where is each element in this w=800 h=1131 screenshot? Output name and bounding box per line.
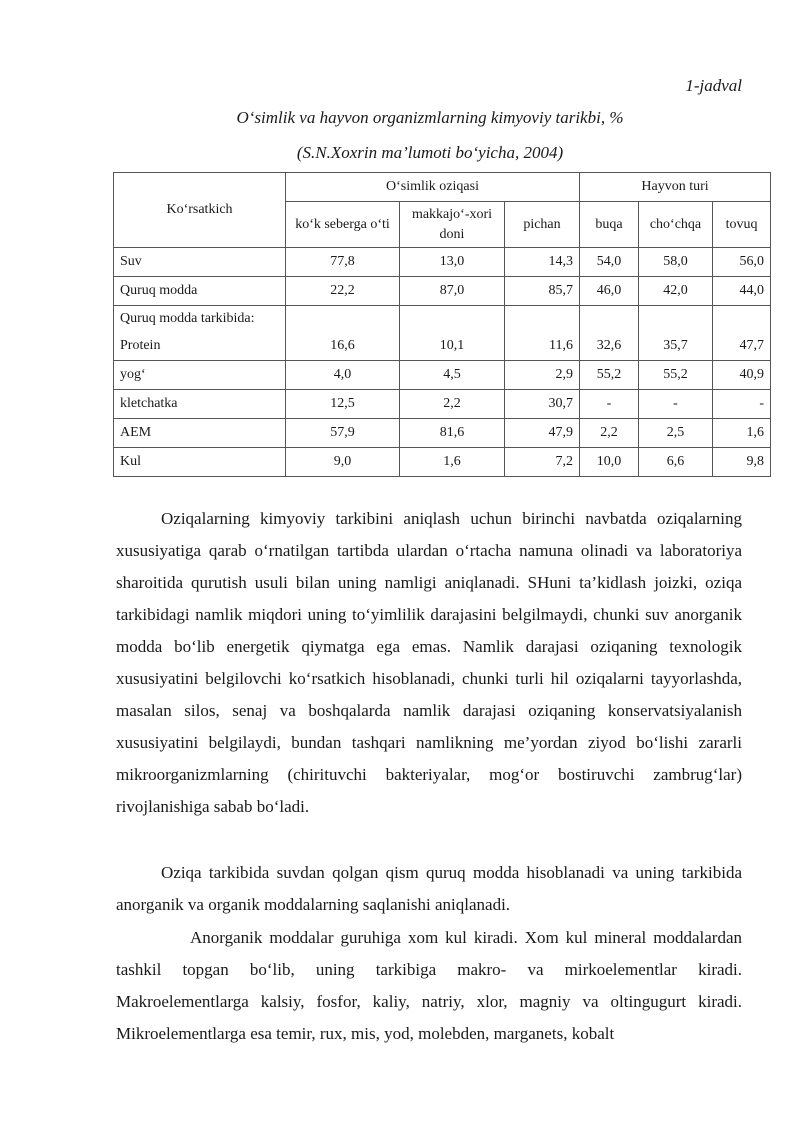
cell: 57,9 <box>286 419 400 448</box>
cell: - <box>639 390 713 419</box>
cell: 12,5 <box>286 390 400 419</box>
cell: 47,7 <box>713 306 771 361</box>
header-col: buqa <box>580 202 639 248</box>
cell: 32,6 <box>580 306 639 361</box>
cell: 54,0 <box>580 248 639 277</box>
cell: 7,2 <box>505 448 580 477</box>
cell: 9,8 <box>713 448 771 477</box>
paragraph-text: Oziqalarning kimyoviy tarkibini aniqlash uchun birinchi navbatda oziqalarning xususiyatiga qarab o‘rnatilgan tartibda ulardan o‘rtacha namuna olinadi va laboratoriya sharoitida qurutish usuli bilan uning namligi aniqlanadi. SHuni ta’kidlash joizki, oziqa tarkibidagi namlik miqdori uning to‘yimlilik darajasini belgilmaydi, chunki suv anorganik modda bo‘lib energetik qiymatga ega emas. Namlik darajasi oziqaning texnologik xususiyatini belgilovchi ko‘rsatkich hisoblanadi, chunki turli hil oziqalarni tayyorlashda, masalan silos, senaj va boshqalarda namlik darajasi oziqaning konservatsiyalanish xususiyatini belgilaydi, bundan tashqari namlikning me’yordan ziyod bo‘lishi zararli mikroorganizmlarning (chirituvchi bakteriyalar, mog‘or bostiruvchi zambrug‘lar) rivojlanishiga sabab bo‘ladi. <box>116 509 742 816</box>
cell: 1,6 <box>713 419 771 448</box>
paragraph-1 <box>116 503 742 823</box>
cell: 4,0 <box>286 361 400 390</box>
header-plant-group: O‘simlik oziqasi <box>286 173 580 202</box>
cell: 87,0 <box>400 277 505 306</box>
row-label: Kul <box>114 448 286 477</box>
table-row <box>114 419 771 448</box>
header-col: ko‘k seberga o‘ti <box>286 202 400 248</box>
header-col: makkajo‘-xori doni <box>400 202 505 248</box>
cell: 10,1 <box>400 306 505 361</box>
cell: 58,0 <box>639 248 713 277</box>
cell: 30,7 <box>505 390 580 419</box>
table-row <box>114 448 771 477</box>
cell: 10,0 <box>580 448 639 477</box>
paragraph-3 <box>116 922 742 1050</box>
table-row <box>114 277 771 306</box>
paragraph-text: Anorganik moddalar guruhiga xom kul kiradi. Xom kul mineral moddalardan tashkil topgan bo‘lib, uning tarkibiga makro- va mirkoelementlar kiradi. Makroelementlarga kalsiy, fosfor, kaliy, natriy, xlor, magniy va oltingugurt kiradi. Mikroelementlarga esa temir, rux, mis, yod, molebden, marganets, kobalt <box>116 928 742 1043</box>
cell: 9,0 <box>286 448 400 477</box>
cell: 55,2 <box>639 361 713 390</box>
cell: 2,2 <box>400 390 505 419</box>
paragraph-2 <box>116 857 742 921</box>
cell: 2,5 <box>639 419 713 448</box>
cell: 4,5 <box>400 361 505 390</box>
table-source: (S.N.Xoxrin ma’lumoti bo‘yicha, 2004) <box>296 143 564 162</box>
cell: 2,9 <box>505 361 580 390</box>
cell: 77,8 <box>286 248 400 277</box>
cell: 81,6 <box>400 419 505 448</box>
cell: 16,6 <box>286 306 400 361</box>
table-caption: O‘simlik va hayvon organizmlarning kimyoviy tarikbi, % <box>236 108 624 127</box>
subheader-label: Quruq modda tarkibida: <box>120 311 255 326</box>
table-row <box>114 361 771 390</box>
header-col: pichan <box>505 202 580 248</box>
header-col: tovuq <box>713 202 771 248</box>
table-row <box>114 390 771 419</box>
cell: 13,0 <box>400 248 505 277</box>
paragraph-text: Oziqa tarkibida suvdan qolgan qism quruq modda hisoblanadi va uning tarkibida anorganik va organik moddalarning saqlanishi aniqlanadi. <box>116 863 742 914</box>
table-row <box>114 306 771 361</box>
table-row <box>114 248 771 277</box>
header-indicator: Ko‘rsatkich <box>114 173 286 248</box>
header-col: cho‘chqa <box>639 202 713 248</box>
cell: 35,7 <box>639 306 713 361</box>
cell: 55,2 <box>580 361 639 390</box>
cell: 46,0 <box>580 277 639 306</box>
table-header-row <box>114 173 771 202</box>
protein-label: Protein <box>120 338 161 353</box>
cell: 40,9 <box>713 361 771 390</box>
composition-table <box>113 172 771 477</box>
cell: 42,0 <box>639 277 713 306</box>
cell: 85,7 <box>505 277 580 306</box>
cell: 6,6 <box>639 448 713 477</box>
cell: - <box>580 390 639 419</box>
row-label: yog‘ <box>114 361 286 390</box>
cell: 44,0 <box>713 277 771 306</box>
row-label: Suv <box>114 248 286 277</box>
header-animal-group: Hayvon turi <box>580 173 771 202</box>
cell: 14,3 <box>505 248 580 277</box>
cell: 56,0 <box>713 248 771 277</box>
row-label: AEM <box>114 419 286 448</box>
row-label: kletchatka <box>114 390 286 419</box>
row-label: Quruq modda <box>114 277 286 306</box>
cell: - <box>713 390 771 419</box>
cell: 22,2 <box>286 277 400 306</box>
row-label <box>114 306 286 361</box>
cell: 47,9 <box>505 419 580 448</box>
cell: 1,6 <box>400 448 505 477</box>
cell: 11,6 <box>505 306 580 361</box>
table-label: 1-jadval <box>685 76 742 95</box>
cell: 2,2 <box>580 419 639 448</box>
